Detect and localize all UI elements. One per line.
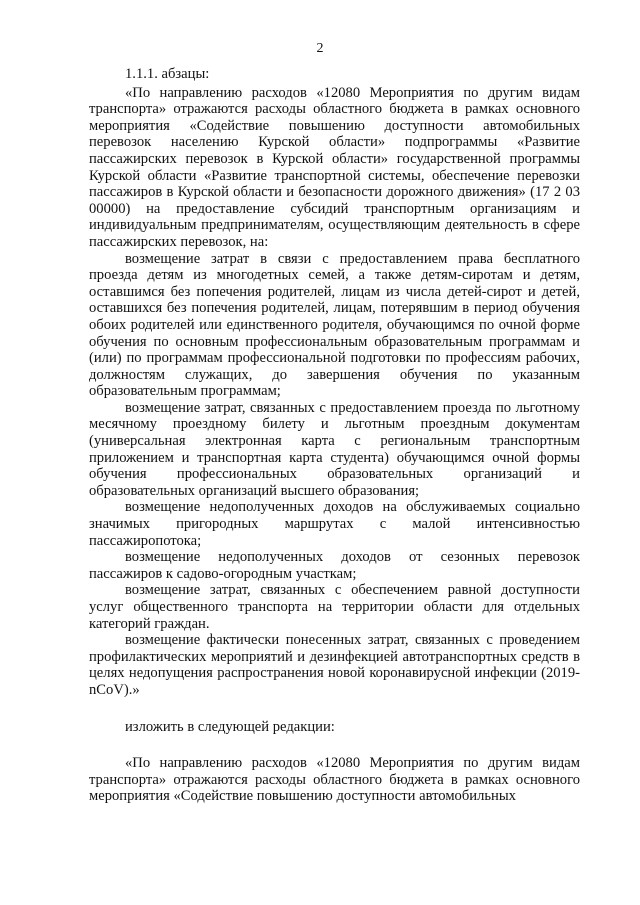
section-heading: 1.1.1. абзацы: [125,66,210,82]
document-body [89,66,580,805]
paragraph-disinfection-compensation: возмещение фактически понесенных затрат, связанных с проведением профилактических мероприятий и дезинфекцией автотранспортных средств в целях недопущения распространения новой коронавирусной инфекции (2019-nCoV).» [89,632,580,698]
paragraph-free-travel-compensation: возмещение затрат в связи с предоставлением права бесплатного проезда детям из многодетных семей, а также детям-сиротам и детям, оставшимся без попечения родителей, лицам из числа детей-сирот и детей, оставшихся без попечения родителей, лицам, потерявшим в период обучения обоих родителей или единственного родителя, обучающимся по очной форме обучения по основным профессиональным образовательным программам и (или) по программам профессиональной подготовки по профессиям рабочих, должностям служащих, до завершения обучения по указанным образовательным программам; [89,250,580,400]
paragraph-new-version: «По направлению расходов «12080 Мероприятия по другим видам транспорта» отражаются расходы областного бюджета в рамках основного мероприятия «Содействие повышению доступности автомобильных [89,755,580,805]
paragraph-discount-ticket-compensation: возмещение затрат, связанных с предоставлением проезда по льготному месячному проездному билету и льготным проездным документам (универсальная электронная карта с региональным транспортным приложением и транспортная карта студента) обучающимся очной формы обучения профессиональных образовательных организаций и образовательных организаций высшего образования; [89,399,580,499]
paragraph-suburban-routes-compensation: возмещение недополученных доходов на обслуживаемых социально значимых пригородных маршрутах с малой интенсивностью пассажиропотока; [89,499,580,549]
page-number: 2 [316,41,324,56]
paragraph-equal-access-compensation: возмещение затрат, связанных с обеспечением равной доступности услуг общественного транспорта на территории области для отдельных категорий граждан. [89,582,580,632]
paragraph-intro: «По направлению расходов «12080 Мероприятия по другим видам транспорта» отражаются расходы областного бюджета в рамках основного мероприятия «Содействие повышению доступности автомобильных перевозок населению Курской области» подпрограммы «Развитие пассажирских перевозок в Курской области» государственной программы Курской области «Развитие транспортной системы, обеспечение перевозки пассажиров в Курской области и безопасности дорожного движения» (17 2 03 00000) на предоставление субсидий транспортным организациям и индивидуальным предпринимателям, осуществляющим деятельность в сфере пассажирских перевозок, на: [89,84,580,250]
paragraph-seasonal-transport-compensation: возмещение недополученных доходов от сезонных перевозок пассажиров к садово-огородным участкам; [89,549,580,582]
transition-text: изложить в следующей редакции: [125,718,335,735]
